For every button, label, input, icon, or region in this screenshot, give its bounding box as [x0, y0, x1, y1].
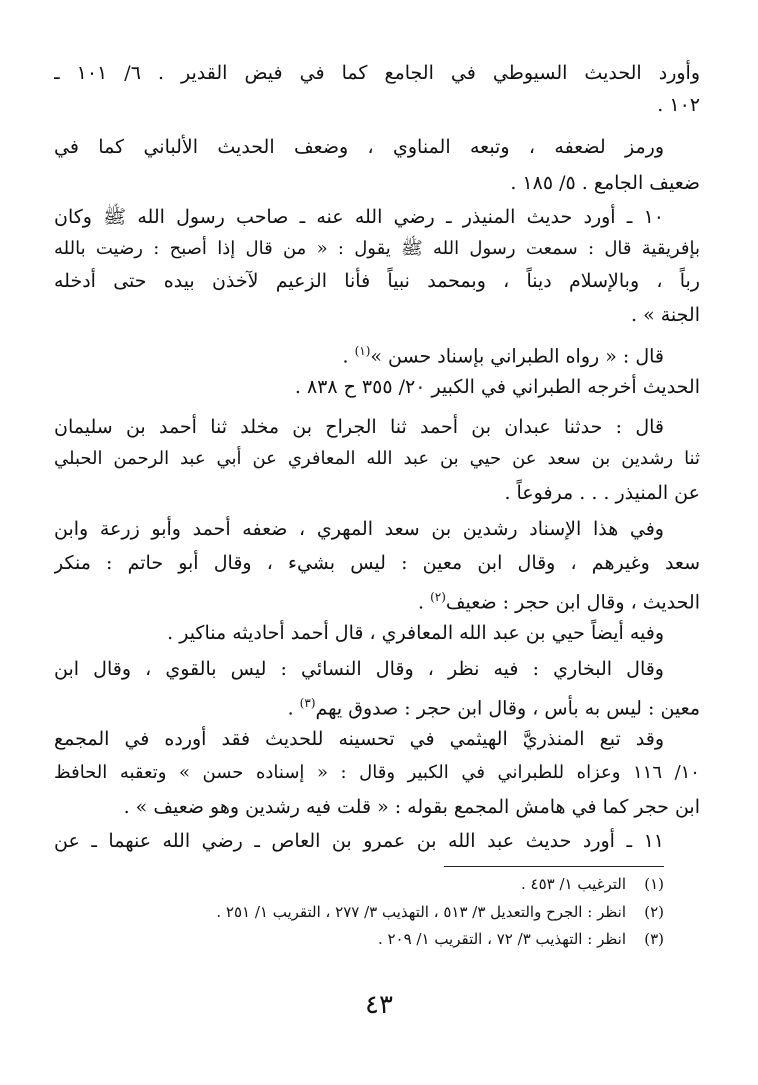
footnote — [60, 900, 664, 924]
body-line: ١٠٢ . — [657, 94, 700, 116]
body-line: وقال البخاري : فيه نظر ، وقال النسائي : ليس بالقوي ، وقال ابن — [54, 658, 664, 680]
footnote-marker-2: (٢) — [430, 590, 446, 604]
footnote — [60, 927, 664, 951]
footnote-number: (١) — [644, 875, 664, 893]
footnote-text: الترغيب ١/ ٤٥٣ . — [520, 875, 626, 893]
footnote-text: انظر : التهذيب ٣/ ٧٢ ، التقريب ١/ ٢٠٩ . — [377, 930, 626, 948]
body-line: ابن حجر كما في هامش المجمع بقوله : « قلت فيه رشدين وهو ضعيف » . — [123, 796, 700, 818]
line-text: معين : ليس به بأس ، وقال ابن حجر : صدوق يهم — [315, 697, 700, 720]
body-line: ١٠ ـ أورد حديث المنيذر ـ رضي الله عنه ـ صاحب رسول الله ﷺ وكان — [54, 206, 664, 228]
footnote-divider — [444, 866, 664, 867]
body-line: ضعيف الجامع . ٥/ ١٨٥ . — [510, 172, 700, 194]
body-line: الحديث أخرجه الطبراني في الكبير ٢٠/ ٣٥٥ ح ٨٣٨ . — [294, 376, 700, 398]
body-line: الجنة » . — [631, 304, 700, 326]
body-line: وقد تبع المنذريَّ الهيثمي في تحسينه للحديث فقد أورده في المجمع — [54, 728, 664, 750]
footnote-marker-3: (٣) — [299, 696, 316, 710]
footnote-text: انظر : الجرح والتعديل ٣/ ٥١٣ ، التهذيب ٣/ ٢٧٧ ، التقريب ١/ ٢٥١ . — [216, 903, 626, 921]
body-line: وأورد الحديث السيوطي في الجامع كما في فيض القدير . ٦/ ١٠١ ـ — [54, 62, 700, 84]
body-line — [54, 336, 664, 371]
body-line: وفيه أيضاً حيي بن عبد الله المعافري ، قال أحمد أحاديثه مناكير . — [167, 622, 664, 644]
quote-text: قال : « رواه الطبراني بإسناد حسن » — [370, 345, 664, 368]
footnote — [60, 872, 664, 896]
body-line — [54, 582, 700, 617]
line-end: . — [417, 591, 431, 614]
body-line: بإفريقية قال : سمعت رسول الله ﷺ يقول : « من قال إذا أصبح : رضيت بالله — [54, 238, 700, 259]
line-text: الحديث ، وقال ابن حجر : ضعيف — [445, 591, 700, 614]
footnote-marker-1: (١) — [354, 344, 371, 358]
body-line: ورمز لضعفه ، وتبعه المناوي ، وضعف الحديث الألباني كما في — [54, 136, 664, 158]
page-number: ٤٣ — [365, 990, 393, 1020]
line-end: . — [287, 697, 300, 720]
body-line: ١١ ـ أورد حديث عبد الله بن عمرو بن العاص ـ رضي الله عنهما ـ عن — [54, 830, 664, 852]
footnote-number: (٣) — [644, 930, 664, 948]
body-line — [54, 688, 700, 723]
body-line: وفي هذا الإسناد رشدين بن سعد المهري ، ضعفه أحمد وأبو زرعة وابن — [54, 518, 664, 540]
body-line: ١٠/ ١١٦ وعزاه للطبراني في الكبير وقال : « إسناده حسن » وتعقبه الحافظ — [54, 762, 700, 783]
body-line: عن المنيذر . . . مرفوعاً . — [504, 482, 700, 504]
body-line: ثنا رشدين بن سعد عن حيي بن عبد الله المعافري عن أبي عبد الرحمن الحبلي — [54, 448, 700, 469]
body-line: سعد وغيرهم ، وقال ابن معين : ليس بشيء ، وقال أبو حاتم : منكر — [54, 552, 700, 574]
footnote-number: (٢) — [644, 903, 664, 921]
line-end: . — [342, 345, 355, 368]
body-line: قال : حدثنا عبدان بن أحمد ثنا الجراح بن مخلد ثنا أحمد بن سليمان — [54, 416, 664, 438]
body-line: رباً ، وبالإسلام ديناً ، وبمحمد نبياً فأنا الزعيم لآخذن بيده حتى أدخله — [54, 270, 700, 292]
